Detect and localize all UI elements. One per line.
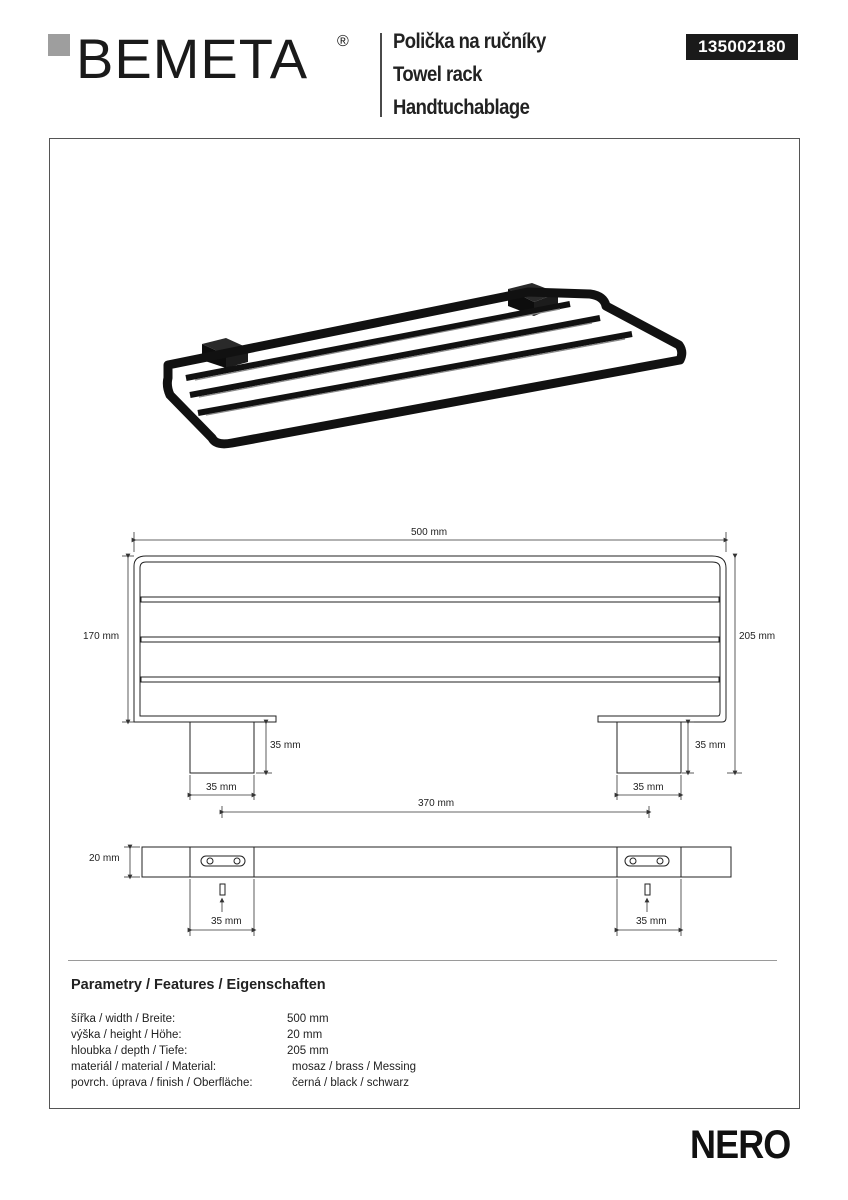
dim-mount-distance-label: 370 mm [418, 798, 455, 809]
spec-value-finish: černá / black / schwarz [292, 1077, 409, 1089]
series-name: NERO [690, 1123, 791, 1167]
product-code-badge: 135002180 [686, 34, 798, 60]
spec-label-height: výška / height / Höhe: [71, 1029, 182, 1041]
dim-profile-height-label: 20 mm [89, 853, 120, 864]
bemeta-logo-graphic [48, 28, 368, 88]
dim-left-height-label: 170 mm [83, 631, 120, 642]
logo-square-icon [48, 34, 70, 56]
dim-width-label: 500 mm [411, 527, 448, 538]
spec-value-width: 500 mm [287, 1013, 329, 1025]
dim-bracket-left-height-label: 35 mm [270, 740, 301, 751]
title-english: Towel rack [393, 63, 482, 86]
spec-label-finish: povrch. úprava / finish / Oberfläche: [71, 1077, 253, 1089]
registered-mark: ® [337, 33, 349, 50]
logo-wordmark: BEMETA [76, 28, 309, 88]
dim-plate-left-width-label: 35 mm [211, 916, 242, 927]
drawing-frame [49, 138, 800, 1109]
dim-bracket-right-width-label: 35 mm [633, 782, 664, 793]
title-czech: Polička na ručníky [393, 30, 546, 53]
spec-value-depth: 205 mm [287, 1045, 329, 1057]
spec-label-depth: hloubka / depth / Tiefe: [71, 1045, 188, 1057]
spec-label-material: materiál / material / Material: [71, 1061, 217, 1073]
dim-right-height-label: 205 mm [739, 631, 776, 642]
features-title: Parametry / Features / Eigenschaften [71, 977, 326, 993]
spec-value-height: 20 mm [287, 1029, 323, 1041]
header-divider [380, 33, 382, 117]
dim-plate-right-width-label: 35 mm [636, 916, 667, 927]
spec-value-material: mosaz / brass / Messing [292, 1061, 416, 1073]
features-divider [68, 960, 777, 961]
brand-logo [48, 28, 368, 88]
spec-label-width: šířka / width / Breite: [71, 1013, 176, 1025]
dim-bracket-left-width-label: 35 mm [206, 782, 237, 793]
dim-bracket-right-height-label: 35 mm [695, 740, 726, 751]
title-german: Handtuchablage [393, 96, 530, 119]
